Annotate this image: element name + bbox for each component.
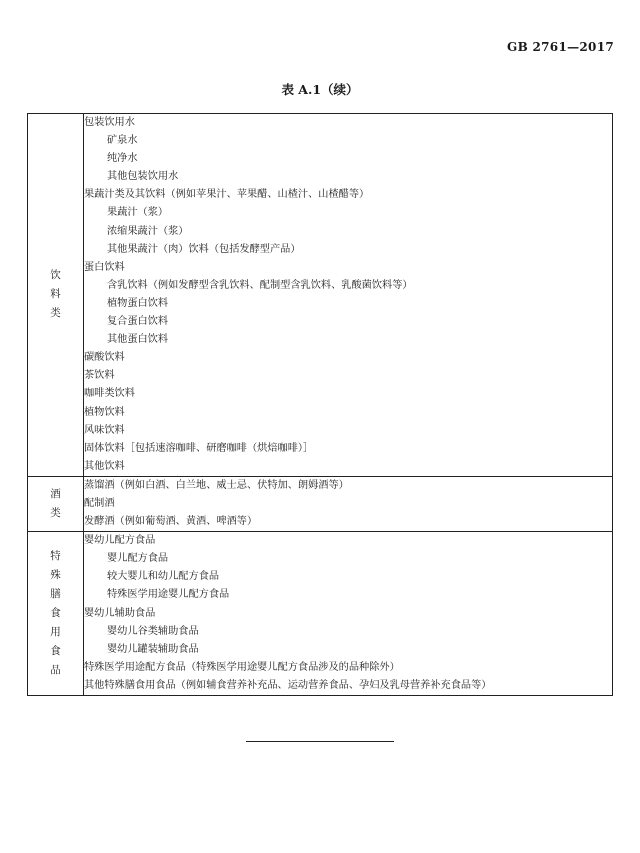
category-char: 食 [50, 607, 61, 620]
category-item: 果蔬汁类及其饮料（例如苹果汁、苹果醋、山楂汁、山楂醋等） [84, 189, 370, 201]
category-cell [28, 532, 84, 696]
category-char: 殊 [50, 569, 61, 582]
category-item: 咖啡类饮料 [84, 388, 135, 400]
subcategory-item: 婴儿配方食品 [107, 553, 169, 565]
category-cell [28, 114, 84, 477]
category-item: 碳酸饮料 [84, 352, 125, 364]
category-item: 发酵酒（例如葡萄酒、黄酒、啤酒等） [84, 516, 258, 528]
subcategory-item: 其他蛋白饮料 [107, 334, 169, 346]
table-row [28, 476, 613, 531]
end-rule [246, 741, 394, 742]
category-cell [28, 476, 84, 531]
standard-number: GB 2761—2017 [507, 40, 614, 54]
category-char: 饮 [50, 269, 61, 282]
table-row [28, 532, 613, 696]
category-item: 茶饮料 [84, 370, 115, 382]
items-cell [84, 114, 613, 477]
subcategory-item: 其他包装饮用水 [107, 171, 179, 183]
category-item: 蛋白饮料 [84, 261, 125, 273]
category-char: 酒 [50, 488, 61, 501]
category-char: 用 [50, 626, 61, 639]
category-item: 特殊医学用途配方食品（特殊医学用途婴儿配方食品涉及的品种除外） [84, 661, 400, 673]
subcategory-item: 特殊医学用途婴儿配方食品 [107, 589, 230, 601]
category-item: 蒸馏酒（例如白酒、白兰地、威士忌、伏特加、朗姆酒等） [84, 479, 349, 491]
category-char: 类 [50, 507, 61, 520]
table-title: 表 A.1（续） [281, 82, 359, 97]
category-char: 特 [50, 550, 61, 563]
subcategory-item: 植物蛋白饮料 [107, 297, 169, 309]
category-item: 其他饮料 [84, 460, 125, 472]
table-row [28, 114, 613, 477]
category-label [50, 266, 61, 323]
subcategory-item: 较大婴儿和幼儿配方食品 [107, 571, 220, 583]
food-category-table [27, 113, 613, 696]
category-item: 婴幼儿辅助食品 [84, 607, 156, 619]
category-char: 料 [50, 288, 61, 301]
items-cell [84, 476, 613, 531]
category-char: 膳 [50, 588, 61, 601]
category-char: 品 [50, 664, 61, 677]
subcategory-item: 婴幼儿罐装辅助食品 [107, 643, 199, 655]
category-char: 类 [50, 307, 61, 320]
subcategory-item: 浓缩果蔬汁（浆） [107, 225, 189, 237]
subcategory-item: 复合蛋白饮料 [107, 316, 169, 328]
category-char: 食 [50, 645, 61, 658]
subcategory-item: 纯净水 [107, 153, 138, 165]
subcategory-item: 其他果蔬汁（肉）饮料（包括发酵型产品） [107, 243, 301, 255]
subcategory-item: 矿泉水 [107, 135, 138, 147]
items-cell [84, 532, 613, 696]
category-item: 风味饮料 [84, 424, 125, 436]
category-label [50, 547, 61, 680]
category-item: 其他特殊膳食用食品（例如辅食营养补充品、运动营养食品、孕妇及乳母营养补充食品等） [84, 679, 492, 691]
category-label [50, 485, 61, 523]
category-item: 包装饮用水 [84, 117, 135, 128]
subcategory-item: 婴幼儿谷类辅助食品 [107, 625, 199, 637]
category-item: 配制酒 [84, 497, 115, 509]
category-item: 植物饮料 [84, 406, 125, 418]
category-item: 固体饮料［包括速溶咖啡、研磨咖啡（烘焙咖啡）］ [84, 442, 314, 454]
subcategory-item: 果蔬汁（浆） [107, 207, 169, 219]
category-item: 婴幼儿配方食品 [84, 535, 156, 547]
subcategory-item: 含乳饮料（例如发酵型含乳饮料、配制型含乳饮料、乳酸菌饮料等） [107, 279, 413, 291]
